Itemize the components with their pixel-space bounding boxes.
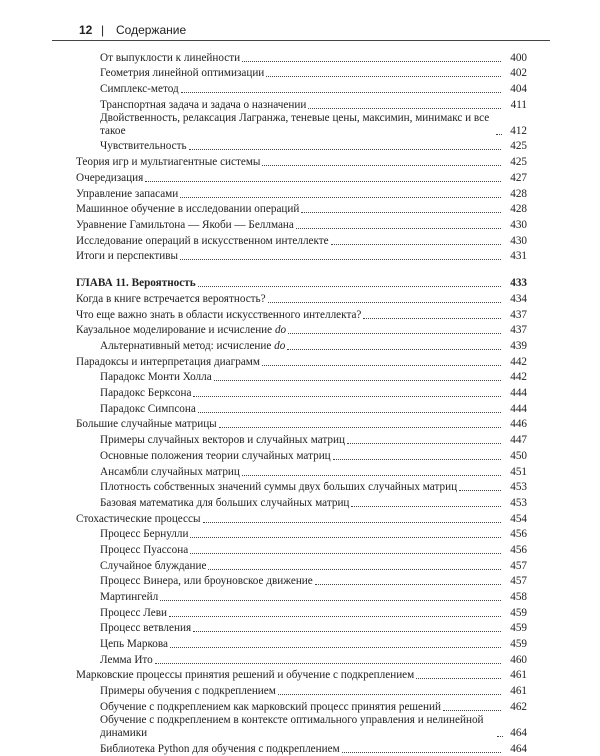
dot-leader [347, 443, 501, 444]
toc-entry [76, 620, 527, 636]
toc-entry [76, 80, 527, 96]
toc-entry-title: Случайное блуждание [100, 559, 207, 572]
toc-entry-title: Парадоксы и интерпретация диаграмм [76, 355, 260, 368]
toc-entry-title: Уравнение Гамильтона — Якоби — Беллмана [76, 218, 294, 231]
toc-entry [76, 369, 527, 385]
toc-entry-page: 459 [510, 638, 527, 651]
dot-leader [333, 459, 501, 460]
toc-entry [76, 416, 527, 432]
dot-leader [308, 108, 501, 109]
toc-entry-title: Альтернативный метод: исчисление do [100, 340, 286, 352]
toc-entry [76, 526, 527, 542]
dot-leader [443, 710, 501, 711]
dot-leader [180, 197, 501, 198]
toc-entry [76, 306, 527, 322]
dot-leader [198, 286, 501, 287]
toc-entry [76, 682, 527, 698]
dot-leader [268, 302, 501, 303]
toc-entry-page: 457 [510, 559, 527, 572]
toc-entry-page: 444 [510, 402, 527, 415]
toc-entry [76, 96, 527, 112]
dot-leader [331, 244, 501, 245]
toc-entry-page: 450 [510, 449, 527, 462]
toc-entry-page: 447 [510, 434, 527, 447]
toc-entry [76, 651, 527, 667]
page-header [52, 20, 550, 40]
dot-leader [288, 333, 501, 334]
toc-entry-page: 412 [510, 124, 527, 137]
dot-leader [351, 506, 501, 507]
dot-leader [203, 522, 502, 523]
toc-entry-title: Стохастические процессы [76, 512, 201, 525]
toc-entry-title: Марковские процессы принятия решений и обучение с подкреплением [76, 669, 415, 682]
dot-leader [242, 475, 501, 476]
toc-entry [76, 248, 527, 264]
dot-leader [180, 259, 501, 260]
toc-entry-page: 411 [510, 98, 527, 111]
toc-entry [76, 337, 527, 353]
dot-leader [208, 569, 501, 570]
toc-entry-page: 446 [510, 418, 527, 431]
dot-leader [459, 490, 501, 491]
toc-entry [76, 384, 527, 400]
toc-entry-page: 461 [510, 685, 527, 698]
toc-entry [76, 463, 527, 479]
toc-entry-title: ГЛАВА 11. Вероятность [76, 277, 196, 290]
toc-entry-page: 461 [510, 669, 527, 682]
dot-leader [416, 678, 501, 679]
toc-entry [76, 714, 527, 740]
dot-leader [155, 663, 501, 664]
page-number: 12 [79, 23, 93, 37]
toc-entry-title: Симплекс-метод [100, 83, 179, 96]
toc-entry-title: Цепь Маркова [100, 638, 168, 651]
toc-entry-title: Основные положения теории случайных матриц [100, 449, 331, 462]
toc-entry-title: Обучение с подкреплением в контексте оптимального управления и нелинейной динамики [100, 713, 484, 739]
dot-leader [342, 752, 501, 753]
toc-entry [76, 667, 527, 683]
toc-entry-page: 453 [510, 496, 527, 509]
toc-entry-page: 459 [510, 622, 527, 635]
toc-entry [76, 447, 527, 463]
toc-entry [76, 49, 527, 65]
dot-leader [189, 149, 501, 150]
dot-leader [193, 631, 501, 632]
toc-entry [76, 138, 527, 154]
toc-entry [76, 185, 527, 201]
toc-entry-title: Ансамбли случайных матриц [100, 465, 240, 478]
toc-entry-page: 456 [510, 543, 527, 556]
toc-entry [76, 635, 527, 651]
toc-entry-page: 453 [510, 481, 527, 494]
dot-leader [287, 349, 501, 350]
toc-entry-title: Управление запасами [76, 187, 179, 200]
toc-entry-title: От выпуклости к линейности [100, 51, 241, 64]
toc-entry-page: 451 [510, 465, 527, 478]
toc-entry-title: Базовая математика для больших случайных матриц [100, 496, 350, 509]
toc-entry-title: Транспортная задача и задача о назначении [100, 98, 307, 111]
toc-entry [76, 740, 527, 756]
dot-leader [315, 584, 501, 585]
toc-entry [76, 588, 527, 604]
toc-entry [76, 201, 527, 217]
header-separator: | [101, 23, 105, 37]
toc-entry-page: 437 [510, 308, 527, 321]
toc-entry [76, 541, 527, 557]
toc-entry-page: 459 [510, 606, 527, 619]
toc-entry-title: Библиотека Python для обучения с подкреплением [100, 742, 340, 755]
toc-entry [76, 290, 527, 306]
toc-entry-title: Парадокс Симпсона [100, 402, 196, 415]
table-of-contents [76, 49, 527, 756]
dot-leader [198, 412, 501, 413]
dot-leader [262, 365, 501, 366]
toc-entry-page: 439 [510, 340, 527, 352]
section-gap [76, 263, 527, 267]
toc-entry-page: 402 [510, 67, 527, 80]
toc-entry-title: Теория игр и мультиагентные системы [76, 156, 261, 169]
toc-entry [76, 216, 527, 232]
toc-entry [76, 557, 527, 573]
toc-entry-page: 404 [510, 83, 527, 96]
toc-entry-page: 464 [510, 742, 527, 755]
toc-entry-page: 458 [510, 591, 527, 603]
running-title: Содержание [116, 23, 187, 37]
dot-leader [219, 427, 501, 428]
dot-leader [145, 181, 501, 182]
toc-entry-title: Большие случайные матрицы [76, 418, 217, 431]
dot-leader [169, 616, 501, 617]
toc-entry-page: 433 [510, 277, 527, 290]
dot-leader [266, 76, 501, 77]
toc-entry-page: 428 [510, 203, 527, 216]
toc-entry-page: 427 [510, 171, 527, 184]
dot-leader [301, 212, 501, 213]
toc-entry-page: 454 [510, 512, 527, 525]
toc-entry [76, 353, 527, 369]
dot-leader [193, 396, 501, 397]
toc-entry [76, 112, 527, 138]
toc-entry [76, 153, 527, 169]
toc-entry-title: Лемма Ито [100, 653, 153, 666]
toc-entry-title: Процесс Винера, или броуновское движение [100, 575, 313, 588]
toc-entry-title: Процесс Леви [100, 606, 167, 619]
toc-entry [76, 169, 527, 185]
toc-entry-title: Чувствительность [100, 140, 187, 153]
toc-entry-title: Машинное обучение в исследовании операций [76, 203, 300, 216]
toc-entry-page: 437 [510, 324, 527, 337]
dot-leader [181, 92, 501, 93]
toc-entry [76, 510, 527, 526]
toc-entry-title: Парадокс Берксона [100, 387, 192, 400]
dot-leader [190, 553, 501, 554]
toc-entry [76, 400, 527, 416]
toc-entry-page: 434 [510, 292, 527, 305]
toc-entry-title: Примеры обучения с подкреплением [100, 685, 276, 698]
toc-entry-title: Геометрия линейной оптимизации [100, 67, 265, 80]
dot-leader [242, 61, 501, 62]
toc-entry-page: 442 [510, 371, 527, 384]
header-rule [52, 40, 550, 41]
toc-entry-page: 460 [510, 653, 527, 666]
toc-entry-page: 430 [510, 234, 527, 247]
toc-entry-title: Процесс Бернулли [100, 528, 189, 541]
toc-entry-title: Плотность собственных значений суммы двух больших случайных матриц [100, 481, 458, 494]
toc-entry-page: 457 [510, 575, 527, 588]
toc-entry-title: Обучение с подкреплением как марковский процесс принятия решений [100, 700, 441, 713]
dot-leader [170, 647, 501, 648]
toc-entry-page: 425 [510, 140, 527, 153]
dot-leader [262, 165, 501, 166]
toc-entry-title: Процесс ветвления [100, 622, 192, 635]
dot-leader [296, 228, 501, 229]
toc-entry-page: 444 [510, 387, 527, 400]
toc-entry-title: Примеры случайных векторов и случайных матриц [100, 434, 345, 447]
toc-entry [76, 479, 527, 495]
toc-entry-page: 425 [510, 156, 527, 169]
toc-entry-title: Каузальное моделирование и исчисление do [76, 324, 287, 337]
toc-entry [76, 232, 527, 248]
toc-entry-title: Очередизация [76, 171, 144, 184]
toc-entry-title: Что еще важно знать в области искусственного интеллекта? [76, 308, 362, 321]
dot-leader [190, 537, 501, 538]
toc-entry [76, 698, 527, 714]
toc-entry [76, 604, 527, 620]
toc-entry-title: Парадокс Монти Холла [100, 371, 212, 384]
toc-entry-title: Процесс Пуассона [100, 543, 189, 556]
dot-leader [214, 380, 501, 381]
toc-entry-page: 428 [510, 187, 527, 200]
toc-entry-page: 456 [510, 528, 527, 541]
toc-entry [76, 494, 527, 510]
dot-leader [363, 318, 501, 319]
toc-entry [76, 431, 527, 447]
toc-entry-title: Итоги и перспективы [76, 250, 178, 263]
dot-leader [160, 600, 501, 601]
toc-entry-page: 430 [510, 218, 527, 231]
toc-entry-page: 400 [510, 51, 527, 64]
toc-entry-title: Исследование операций в искусственном интеллекте [76, 234, 329, 247]
toc-entry-page: 464 [510, 726, 527, 739]
toc-entry [76, 65, 527, 81]
toc-entry-page: 462 [510, 700, 527, 713]
chapter-entry [76, 274, 527, 290]
toc-entry [76, 573, 527, 589]
toc-entry-page: 431 [510, 250, 527, 263]
toc-entry [76, 322, 527, 338]
toc-entry-title: Мартингейл [100, 591, 159, 603]
toc-entry-page: 442 [510, 355, 527, 368]
dot-leader [278, 694, 501, 695]
toc-entry-title: Двойственность, релаксация Лагранжа, теневые цены, максимин, минимакс и все такое [100, 111, 490, 137]
toc-entry-title: Когда в книге встречается вероятность? [76, 292, 266, 305]
